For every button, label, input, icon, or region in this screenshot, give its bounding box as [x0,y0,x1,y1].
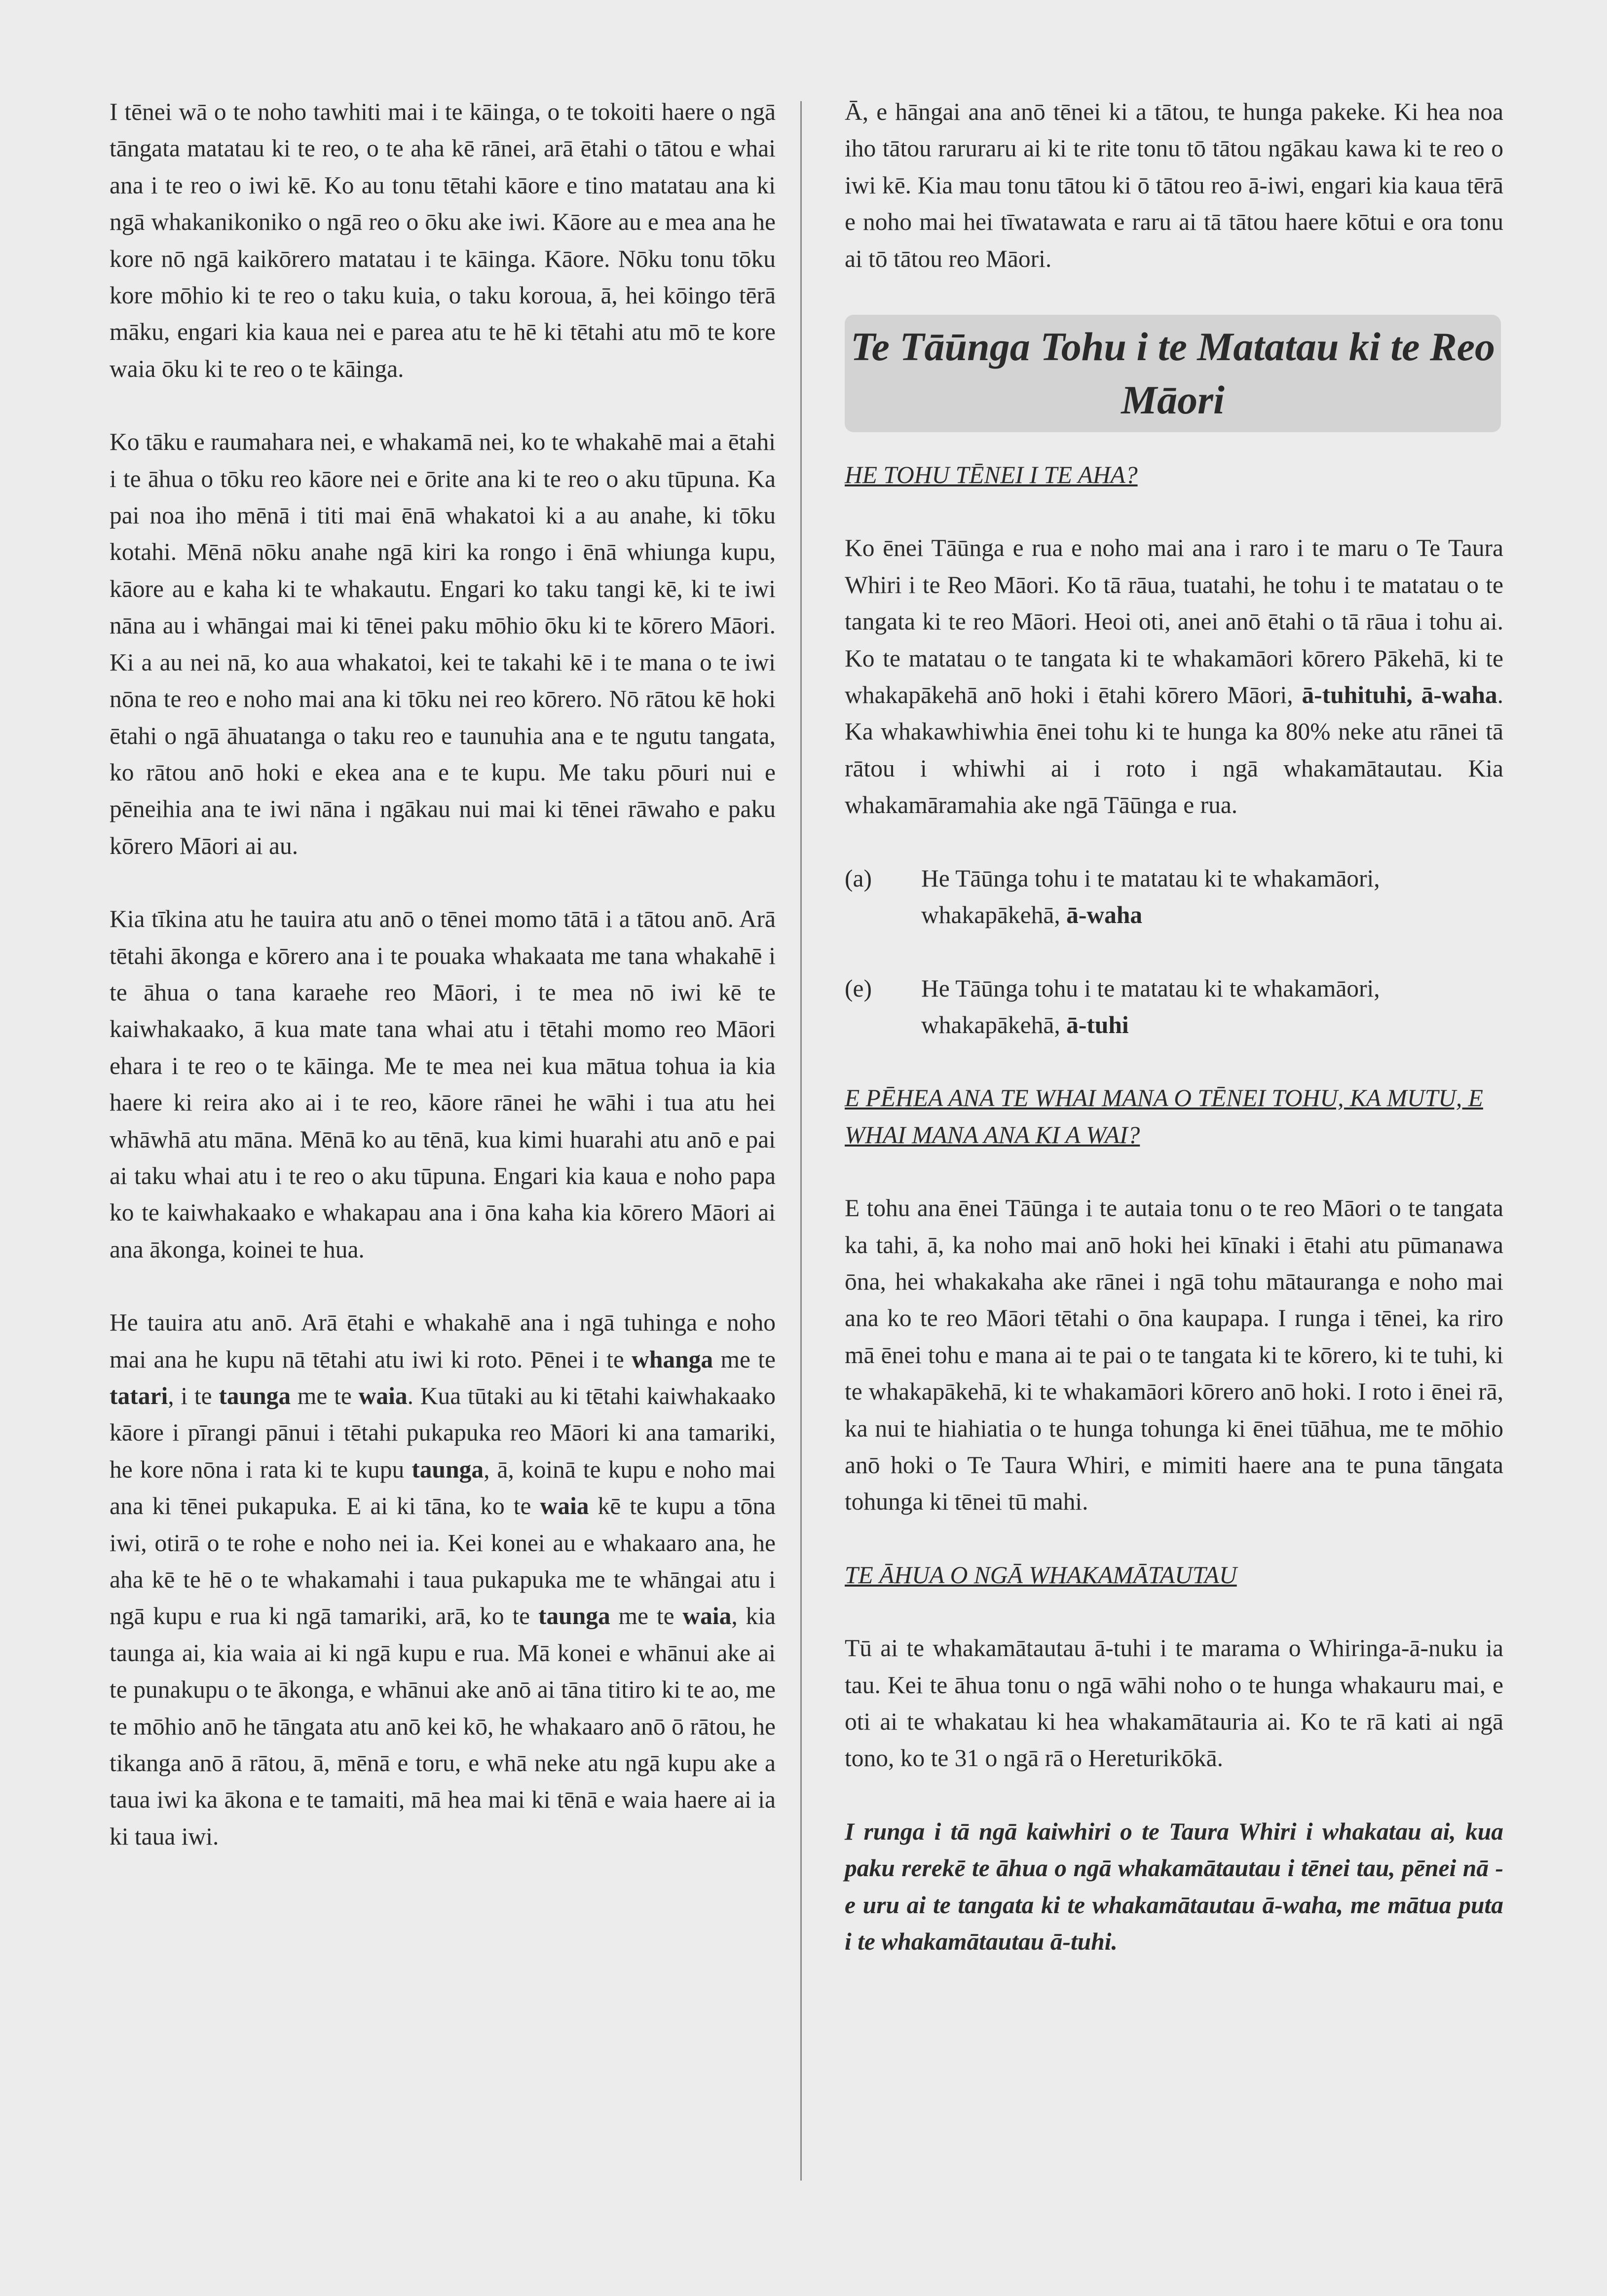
subheading: HE TOHU TĒNEI I TE AHA? [845,461,1138,489]
bold-word: waia [358,1382,408,1409]
paragraph [110,1304,776,1855]
section-title-box [845,315,1501,432]
column-divider [800,101,802,2181]
subheading: E PĒHEA ANA TE WHAI MANA O TĒNEI TOHU, KA MUTU, E WHAI MANA ANA KI A WAI? [845,1084,1483,1148]
paragraph: Kia tīkina atu he tauira atu anō o tēnei momo tātā i a tātou anō. Arā tētahi ākonga e kōrero ana i te pouaka whakaata me tana whakahē i te āhua o tana karaehe reo Māori, i te mea nō iwi kē te kaiwhakaako, ā kua mate tana whai atu i tētahi momo reo Māori ehara i te reo o te kāinga. Me te mea nei kua mātua tohua ia kia haere ki reira ako ai i te reo, kāore rānei he wāhi i tua atu hei whāwhā atu māna. Mēnā ko au tēnā, kua kimi huarahi atu anō e pai ai taku whai atu i te reo o aku tūpuna. Engari kia kaua e noho papa ko te kaiwhakaako e whakapau ana i ōna kaha kia kōrero Māori ai ana ākonga, koinei te hua. [110,905,776,1263]
text-run: He Tāūnga tohu i te matatau ki te whakamāori, whakapākehā, [921,974,1380,1038]
list-item [845,860,1503,934]
list-label: (a) [845,864,872,892]
paragraph: Ko tāku e raumahara nei, e whakamā nei, ko te whakahē mai a ētahi i te āhua o tōku reo kāore nei e ōrite ana ki te reo o aku tūpuna. Ka pai noa iho mēnā i titi mai ēnā whakatoi ki a au anahe, ki tōku kotahi. Mēnā nōku anahe ngā kiri ka rongo i ēnā whiunga kupu, kāore au e kaha ki te whakautu. Engari ko taku tangi kē, ki te iwi nāna au i whāngai mai ki tēnei paku mōhio ōku ki te kōrero Māori. Ki a au nei nā, ko aua whakatoi, kei te takahi kē i te mana o te iwi nōna te reo e noho mai ana ki tōku nei reo kōrero. Nō rātou kē hoki ētahi o ngā āhuatanga o taku reo e taunuhia ana e te ngutu tangata, ko rātou anō hoki e ekea ana e te kupu. Me taku pōuri nui e pēneihia ana te iwi nāna i ngākau nui mai ki tēnei rāwaho e paku kōrero Māori ai au. [110,428,776,859]
right-column [845,94,1503,1960]
text-run: me te [713,1345,776,1373]
bold-word: waia [540,1492,589,1520]
bold-word: taunga [219,1382,291,1409]
text-run: He tauira atu anō. Arā ētahi e whakahē ana i ngā tuhinga e noho mai ana he kupu nā tētahi atu iwi ki roto. Pēnei i te [110,1309,776,1373]
text-run: , ā, koinā te kupu e noho mai ana ki tēnei pukapuka. E ai ki tāna, ko te [110,1455,776,1520]
bold-word: taunga [538,1602,610,1630]
list-item [845,970,1503,1044]
text-run: He Tāūnga tohu i te matatau ki te whakamāori, whakapākehā, [921,864,1380,929]
text-run: Ko ēnei Tāūnga e rua e noho mai ana i raro i te maru o Te Taura Whiri i te Reo Māori. Ko tā rāua, tuatahi, he tohu i te matatau o te tangata ki te reo Māori. Heoi oti, anei anō ētahi o tā rāua i tohu ai. Ko te matatau o te tangata ki te whakamāori kōrero Pākehā, ki te whakapākehā anō hoki i ētahi kōrero Māori, [845,534,1503,709]
text-run: , kia taunga ai, kia waia ai ki ngā kupu e rua. Mā konei e whānui ake ai te punakupu o te ākonga, e whānui ake anō ai tāna titiro ki te ao, me te mōhio anō he tāngata atu anō kei kō, he whakaaro anō ō rātou, he tikanga anō ā rātou, ā, mēnā e toru, e whā neke atu ngā kupu ake a taua iwi ka ākona e te tamaiti, mā hea mai ki tēnā e waia haere ai ia ki taua iwi. [110,1602,776,1850]
bold-word: taunga [411,1455,484,1483]
list-text [921,860,1503,934]
bold-word: ā-waha [1421,681,1497,709]
paragraph [845,530,1503,823]
text-run [1413,681,1421,708]
bold-word: waia [682,1602,732,1630]
bold-word: ā-tuhituhi, [1302,681,1413,709]
closing-note: I runga i tā ngā kaiwhiri o te Taura Whiri i whakatau ai, kua paku rerekē te āhua o ngā whakamātautau i tēnei tau, pēnei nā - e uru ai te tangata ki te whakamātautau ā-waha, me mātua puta i te whakamātautau ā-tuhi. [845,1817,1503,1956]
text-run: me te [610,1602,683,1630]
bold-word: ā-tuhi [1066,1011,1129,1038]
bold-word: ā-waha [1066,901,1143,929]
section-title: Te Tāūnga Tohu i te Matatau ki te Reo Māori [850,324,1495,423]
left-column [110,94,776,1855]
subheading: TE ĀHUA O NGĀ WHAKAMĀTAUTAU [845,1561,1237,1589]
text-run: , i te [168,1382,219,1409]
bold-word: whanga [632,1345,713,1373]
text-run: me te [291,1382,359,1409]
text-run: . Kua tūtaki au ki tētahi kaiwhakaako kāore i pīrangi pānui i tētahi pukapuka reo Māori ki ana tamariki, he kore nōna i rata ki te kupu [110,1382,776,1483]
list-text [921,970,1503,1044]
paragraph: Tū ai te whakamātautau ā-tuhi i te marama o Whiringa-ā-nuku ia tau. Kei te āhua tonu o ngā wāhi noho o te hunga whakauru mai, e oti ai te whakatau ki hea whakamātauria ai. Ko te rā kati ai ngā tono, ko te 31 o ngā rā o Hereturikōkā. [845,1634,1503,1772]
paragraph: Ā, e hāngai ana anō tēnei ki a tātou, te hunga pakeke. Ki hea noa iho tātou raruraru ai ki te rite tonu tō tātou ngākau kawa ki te reo o iwi kē. Kia mau tonu tātou ki ō tātou reo ā-iwi, engari kia kaua tērā e noho mai hei tīwatawata e raru ai tā tātou haere kōtui e ora tonu ai tō tātou reo Māori. [845,98,1503,272]
list-label: (e) [845,974,872,1002]
paragraph: I tēnei wā o te noho tawhiti mai i te kāinga, o te tokoiti haere o ngā tāngata matatau ki te reo, o te aha kē rānei, arā ētahi o tātou e whai ana i te reo o iwi kē. Ko au tonu tētahi kāore e tino matatau ana ki ngā whakanikoniko o ngā reo o ōku ake iwi. Kāore au e mea ana he kore nō ngā kaikōrero matatau i te kāinga. Kāore. Nōku tonu tōku kore mōhio ki te reo o taku kuia, o taku koroua, ā, hei kōingo tērā māku, engari kia kaua nei e parea atu te hē ki tētahi atu mō te kore waia ōku ki te reo o te kāinga. [110,98,776,382]
text-run: . Ka whakawhiwhia ēnei tohu ki te hunga ka 80% neke atu rānei tā rātou i whiwhi ai i roto i ngā whakamātautau. Kia whakamāramahia ake ngā Tāūnga e rua. [845,681,1503,819]
paragraph: E tohu ana ēnei Tāūnga i te autaia tonu o te reo Māori o te tangata ka tahi, ā, ka noho mai anō hoki hei kīnaki i ētahi atu pūmanawa ōna, hei whakakaha ake rānei i ngā tohu mātauranga e noho mai ana ko te reo Māori tētahi o ōna kaupapa. I runga i tēnei, ka riro mā ēnei tohu e mana ai te pai o te tangata ki te kōrero, ki te tuhi, ki te whakapākehā, ki te whakamāori kōrero anō hoki. I roto i ēnei rā, ka nui te hiahiatia o te hunga tohunga ki ēnei tūāhua, me te mōhio anō hoki o Te Taura Whiri, e mimiti haere ana te puna tāngata tohunga ki tēnei tū mahi. [845,1194,1503,1516]
text-run: kē te kupu a tōna iwi, otirā o te rohe e noho nei ia. Kei konei au e whakaaro ana, he aha kē te hē o te whakamahi i taua pukapuka me te whāngai atu i ngā kupu e rua ki ngā tamariki, arā, ko te [110,1492,776,1630]
bold-word: tatari [110,1382,168,1409]
